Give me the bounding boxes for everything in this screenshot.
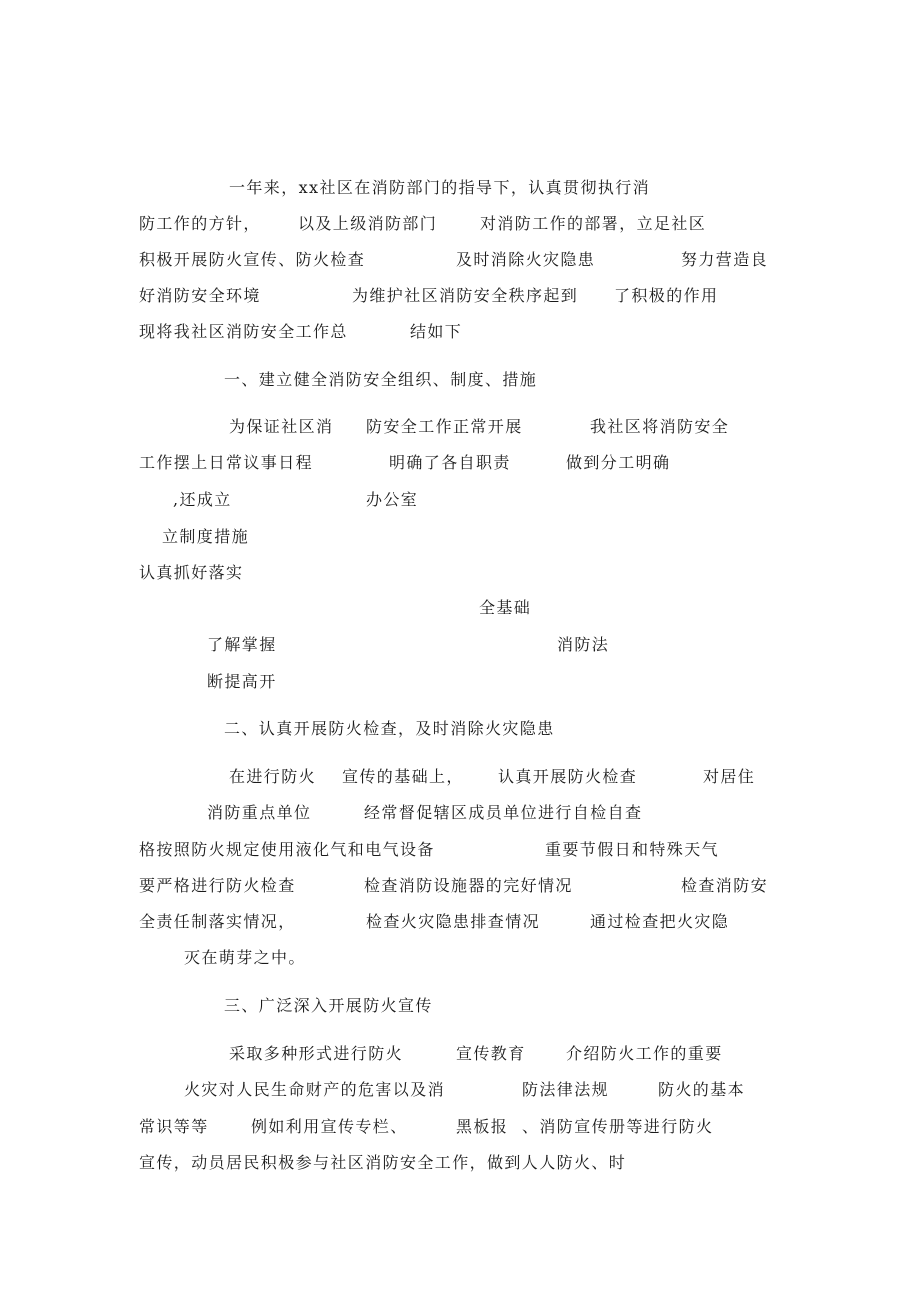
text-segment: 办公室 — [366, 490, 419, 509]
text-segment: 及时消除火灾隐患 — [456, 250, 596, 269]
text-segment: 全基础 — [479, 598, 532, 617]
text-segment: 认真开展防火检查 — [498, 767, 638, 786]
text-segment: 防安全工作正常开展 — [366, 417, 523, 436]
text-segment: 认真抓好落实 — [139, 563, 244, 582]
text-segment: 例如利用宣传专栏、 — [251, 1117, 408, 1136]
heading-text: 三、广泛深入开展防火宣传 — [224, 996, 433, 1015]
text-segment: 明确了各自职责 — [389, 453, 511, 472]
text-segment: 为维护社区消防安全秩序起到 — [352, 286, 579, 305]
text-segment: 要严格进行防火检查 — [139, 876, 296, 895]
heading-text: 二、认真开展防火检查，及时消除火灾隐患 — [224, 719, 555, 738]
text-segment: 宣传，动员居民积极参与社区消防安全工作，做到人人防火、时 — [139, 1153, 627, 1172]
text-segment: 黑板报 — [456, 1117, 509, 1136]
text-segment: 对居住 — [703, 767, 756, 786]
text-segment: 检查消防安 — [681, 876, 769, 895]
text-segment: 工作摆上日常议事日程 — [139, 453, 314, 472]
text-segment: 消防重点单位 — [207, 803, 312, 822]
text-segment: 现将我社区消防安全工作总 — [139, 322, 348, 341]
text-segment: 结如下 — [410, 322, 463, 341]
text-segment: 经常督促辖区成员单位进行自检自查 — [364, 803, 643, 822]
text-segment: 了解掌握 — [207, 635, 277, 654]
heading-text: 一、建立健全消防安全组织、制度、措施 — [224, 370, 538, 389]
text-segment: 在进行防火 — [229, 767, 317, 786]
text-segment: 全责任制落实情况， — [139, 912, 296, 931]
text-segment: 格按照防火规定使用液化气和电气设备 — [139, 840, 435, 859]
text-segment: 宣传的基础上， — [342, 767, 464, 786]
text-segment: 好消防安全环境 — [139, 286, 261, 305]
text-segment: 对消防工作的部署，立足社区 — [480, 214, 707, 233]
text-segment: 火灾对人民生命财产的危害以及消 — [184, 1080, 446, 1099]
text-segment: 防火的基本 — [658, 1080, 746, 1099]
text-segment: ,还成立 — [173, 490, 232, 509]
text-segment: 我社区将消防安全 — [590, 417, 730, 436]
text-segment: 、消防宣传册等进行防火 — [522, 1117, 714, 1136]
text-segment: 努力营造良 — [681, 250, 769, 269]
text-segment: 重要节假日和特殊天气 — [545, 840, 720, 859]
text-segment: 检查火灾隐患排查情况 — [366, 912, 541, 931]
text-segment: 通过检查把火灾隐 — [590, 912, 730, 931]
text-segment: 了积极的作用 — [614, 286, 719, 305]
text-segment: 一年来，xx社区在消防部门的指导下，认真贯彻执行消 — [229, 178, 651, 197]
text-segment: 宣传教育 — [456, 1044, 526, 1063]
text-segment: 采取多种形式进行防火 — [229, 1044, 404, 1063]
text-segment: 断提高开 — [207, 672, 277, 691]
text-segment: 介绍防火工作的重要 — [566, 1044, 723, 1063]
text-segment: 立制度措施 — [162, 527, 250, 546]
text-segment: 灭在萌芽之中。 — [184, 948, 306, 967]
text-segment: 以及上级消防部门 — [298, 214, 438, 233]
text-segment: 防工作的方针， — [139, 214, 261, 233]
text-segment: 消防法 — [557, 635, 610, 654]
text-segment: 为保证社区消 — [229, 417, 334, 436]
text-segment: 检查消防设施器的完好情况 — [364, 876, 573, 895]
text-segment: 常识等等 — [139, 1117, 209, 1136]
text-segment: 防法律法规 — [522, 1080, 610, 1099]
text-segment: 做到分工明确 — [566, 453, 671, 472]
text-segment: 积极开展防火宣传、防火检查 — [139, 250, 366, 269]
